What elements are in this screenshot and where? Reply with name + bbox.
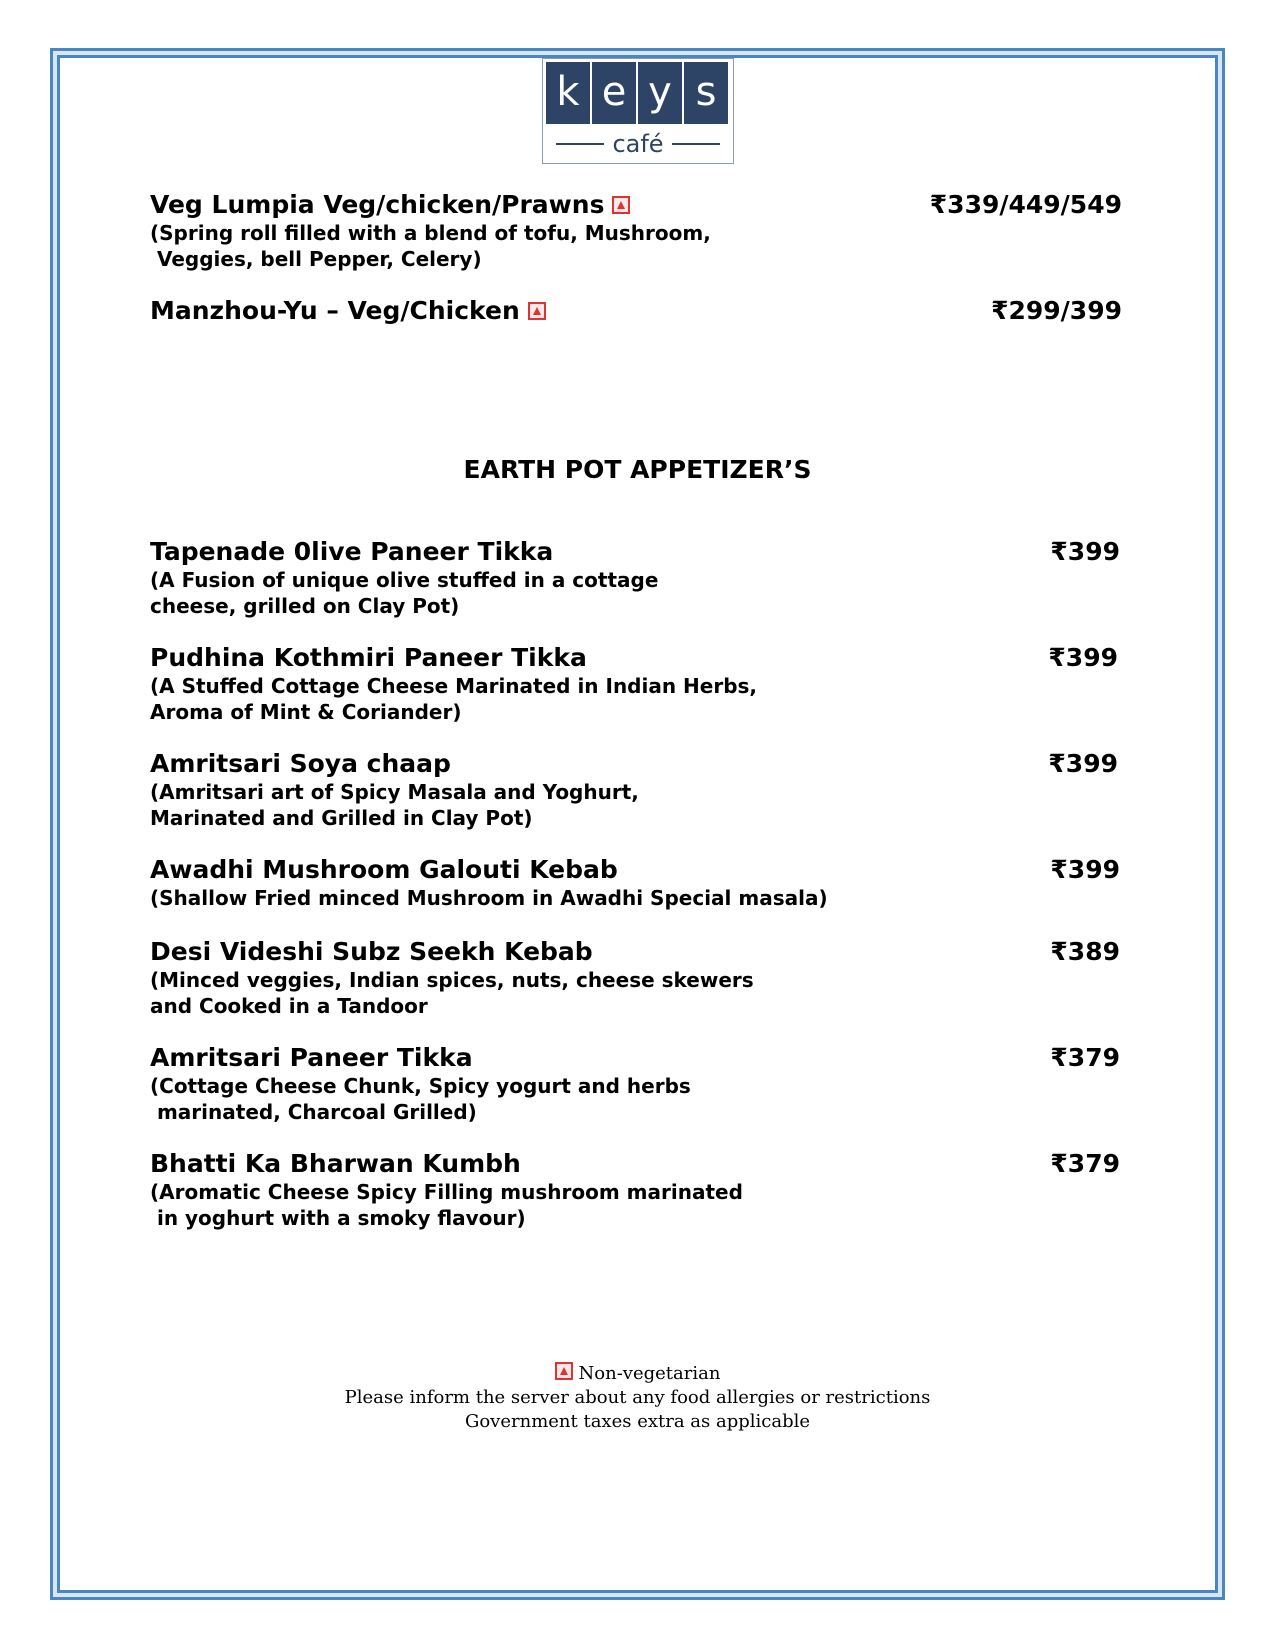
logo-subtitle-row — [543, 129, 733, 159]
legend-label: Non-vegetarian — [578, 1363, 721, 1384]
menu-footer — [0, 1362, 1275, 1434]
menu-item-description: (Cottage Cheese Chunk, Spicy yogurt and herbs marinated, Charcoal Grilled) — [150, 1074, 691, 1124]
tax-note: Government taxes extra as applicable — [464, 1411, 811, 1432]
logo-rule-right — [672, 143, 720, 145]
non-veg-icon — [555, 1362, 573, 1380]
menu-item-name: Manzhou-Yu – Veg/Chicken — [150, 296, 520, 325]
menu-item-price: ₹399 — [1050, 537, 1120, 566]
menu-item-price: ₹399 — [1048, 643, 1118, 672]
logo-letter: e — [592, 62, 636, 124]
menu-item — [150, 190, 1120, 272]
logo-letter: k — [546, 62, 590, 124]
menu-item-price: ₹399 — [1048, 749, 1118, 778]
menu-item-description: (Shallow Fried minced Mushroom in Awadhi Special masala) — [150, 886, 828, 910]
logo-rule-left — [556, 143, 604, 145]
menu-item — [150, 937, 1120, 1019]
menu-item-price: ₹339/449/549 — [929, 190, 1122, 219]
non-veg-legend — [0, 1362, 1275, 1386]
menu-item-name: Bhatti Ka Bharwan Kumbh — [150, 1149, 521, 1178]
menu-item-description: (Spring roll filled with a blend of tofu, Mushroom, Veggies, bell Pepper, Celery) — [150, 221, 711, 271]
menu-item-price: ₹379 — [1050, 1149, 1120, 1178]
menu-item-description: (Amritsari art of Spicy Masala and Yoghurt, Marinated and Grilled in Clay Pot) — [150, 780, 639, 830]
keys-cafe-logo — [542, 58, 734, 164]
menu-item-name: Veg Lumpia Veg/chicken/Prawns — [150, 190, 605, 219]
menu-item — [150, 1043, 1120, 1125]
menu-item-description: (A Stuffed Cottage Cheese Marinated in Indian Herbs, Aroma of Mint & Coriander) — [150, 674, 758, 724]
menu-item — [150, 537, 1120, 619]
menu-item-name: Awadhi Mushroom Galouti Kebab — [150, 855, 618, 884]
menu-item-price: ₹389 — [1050, 937, 1120, 966]
logo-letter: s — [684, 62, 728, 124]
menu-item-name: Amritsari Soya chaap — [150, 749, 451, 778]
non-veg-icon — [528, 302, 546, 320]
menu-item — [150, 296, 1120, 326]
menu-item-name: Tapenade 0live Paneer Tikka — [150, 537, 554, 566]
logo-letter-tiles — [546, 62, 728, 124]
menu-item-price: ₹379 — [1050, 1043, 1120, 1072]
menu-item — [150, 855, 1120, 911]
menu-item — [150, 749, 1120, 831]
section-heading: EARTH POT APPETIZER’S — [463, 455, 812, 484]
menu-item-name: Desi Videshi Subz Seekh Kebab — [150, 937, 593, 966]
menu-item-name: Amritsari Paneer Tikka — [150, 1043, 473, 1072]
menu-item-name: Pudhina Kothmiri Paneer Tikka — [150, 643, 587, 672]
allergy-note: Please inform the server about any food allergies or restrictions — [344, 1387, 931, 1408]
menu-item-description: (A Fusion of unique olive stuffed in a cottage cheese, grilled on Clay Pot) — [150, 568, 659, 618]
non-veg-icon — [612, 196, 630, 214]
menu-item-name-row — [150, 296, 1120, 326]
menu-item-price: ₹299/399 — [991, 296, 1122, 325]
logo-letter: y — [638, 62, 682, 124]
menu-item-description: (Aromatic Cheese Spicy Filling mushroom marinated in yoghurt with a smoky flavour) — [150, 1180, 743, 1230]
menu-item — [150, 1149, 1120, 1231]
menu-item-price: ₹399 — [1050, 855, 1120, 884]
menu-item-description: (Minced veggies, Indian spices, nuts, cheese skewers and Cooked in a Tandoor — [150, 968, 754, 1018]
menu-item — [150, 643, 1120, 725]
logo-subtitle: café — [612, 130, 664, 158]
